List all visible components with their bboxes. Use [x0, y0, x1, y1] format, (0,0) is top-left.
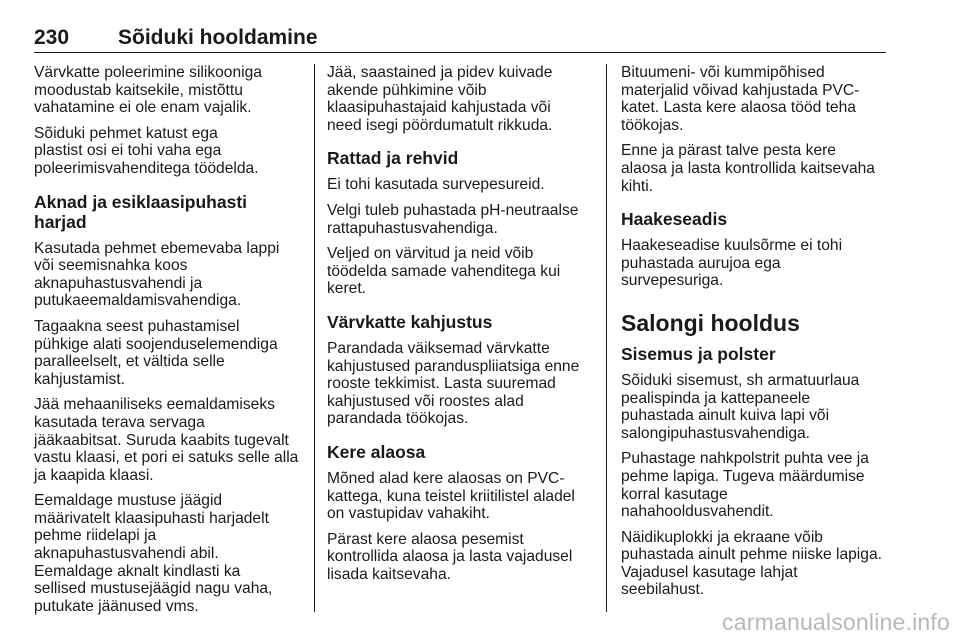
heading-towbar: Haakeseadis — [621, 209, 728, 230]
heading-interior-upholstery: Sisemus ja polster — [621, 343, 776, 364]
paragraph: Värvkatte poleerimine silikooniga moodustab kaitsekile, mistõttu vahatamine ei ole enam vajalik. — [34, 64, 262, 117]
page-number: 230 — [34, 26, 70, 49]
paragraph: Velgi tuleb puhastada pH-neutraalse rattapuhastusvahendiga. — [327, 201, 579, 237]
heading-interior-care: Salongi hooldus — [621, 309, 800, 336]
column-divider — [314, 64, 315, 612]
paragraph: Haakeseadise kuulsõrme ei tohi puhastada aurujoa ega survepesuriga. — [621, 237, 843, 290]
paragraph: Mõned alad kere alaosas on PVC- kattega, kuna teistel kriitilistel aladel on vastupidav vahakiht. — [327, 469, 575, 523]
paragraph: Eemaldage mustuse jäägid määrivatelt klaasipuhasti harjadelt pehme riidelapi ja aknapuhastusvahendi abil. Eemaldage aknalt kindlasti ka sellised mustusejäägid nagu vaha, putukate jäänused vms. — [34, 492, 273, 615]
paragraph: Bituumeni- või kummipõhised materjalid võivad kahjustada PVC- katet. Lasta kere alaosa tööd teha töökojas. — [621, 64, 860, 134]
paragraph: Tagaakna seest puhastamisel pühkige alati soojenduselemendiga paralleelselt, et vältida selle kahjustamist. — [34, 317, 278, 388]
paragraph: Ei tohi kasutada survepesureid. — [327, 176, 545, 194]
text-column-1 — [34, 64, 304, 614]
heading-wheels-tyres: Rattad ja rehvid — [327, 148, 459, 169]
paragraph: Parandada väiksemad värvkatte kahjustused paranduspliiatsiga enne rooste tekkimist. Lasta suuremad kahjustused või roostes alad parandada töökojas. — [327, 339, 580, 428]
watermark: carmanualsonline.info — [722, 609, 950, 635]
text-column-3 — [621, 64, 891, 614]
heading-underbody: Kere alaosa — [327, 441, 426, 462]
paragraph: Näidikuplokki ja ekraane võib puhastada ainult pehme niiske lapiga. Vajadusel kasutage lahjat seebilahust. — [621, 528, 882, 599]
paragraph: Enne ja pärast talve pesta kere alaosa ja lasta kontrollida kaitsevaha kihti. — [621, 142, 875, 195]
paragraph: Jää mehaaniliseks eemaldamiseks kasutada terava servaga jääkaabitsat. Suruda kaabits tugevalt vastu klaasi, et pori ei satuks selle alla ja kaapida klaasi. — [34, 396, 299, 484]
text-column-2 — [327, 64, 591, 614]
page-header — [34, 26, 886, 53]
paragraph: Sõiduki sisemust, sh armatuurlaua pealispinda ja kattepaneele puhastada ainult kuiva lapi või salongipuhastusvahendiga. — [621, 371, 860, 442]
paragraph: Veljed on värvitud ja neid võib töödelda samade vahenditega kui keret. — [327, 245, 561, 298]
heading-windows-wipers: Aknad ja esiklaasipuhasti harjad — [34, 191, 248, 232]
paragraph: Pärast kere alaosa pesemist kontrollida alaosa ja lasta vajadusel lisada kaitsevaha. — [327, 530, 573, 583]
heading-paint-damage: Värvkatte kahjustus — [327, 311, 493, 332]
paragraph: Kasutada pehmet ebemevaba lappi või seemisnahka koos aknapuhastusvahendi ja putukaeemaldamisvahendiga. — [34, 239, 280, 310]
paragraph: Jää, saastained ja pidev kuivade akende pühkimine võib klaasipuhastajaid kahjustada või need isegi pöördumatult rikkuda. — [327, 64, 553, 134]
paragraph: Sõiduki pehmet katust ega plastist osi ei tohi vaha ega poleerimisvahenditega töödelda. — [34, 124, 259, 177]
column-divider — [606, 64, 607, 612]
paragraph: Puhastage nahkpolstrit puhta vee ja pehme lapiga. Tugeva määrdumise korral kasutage nahahooldusvahendit. — [621, 450, 869, 521]
section-title: Sõiduki hooldamine — [118, 26, 318, 49]
